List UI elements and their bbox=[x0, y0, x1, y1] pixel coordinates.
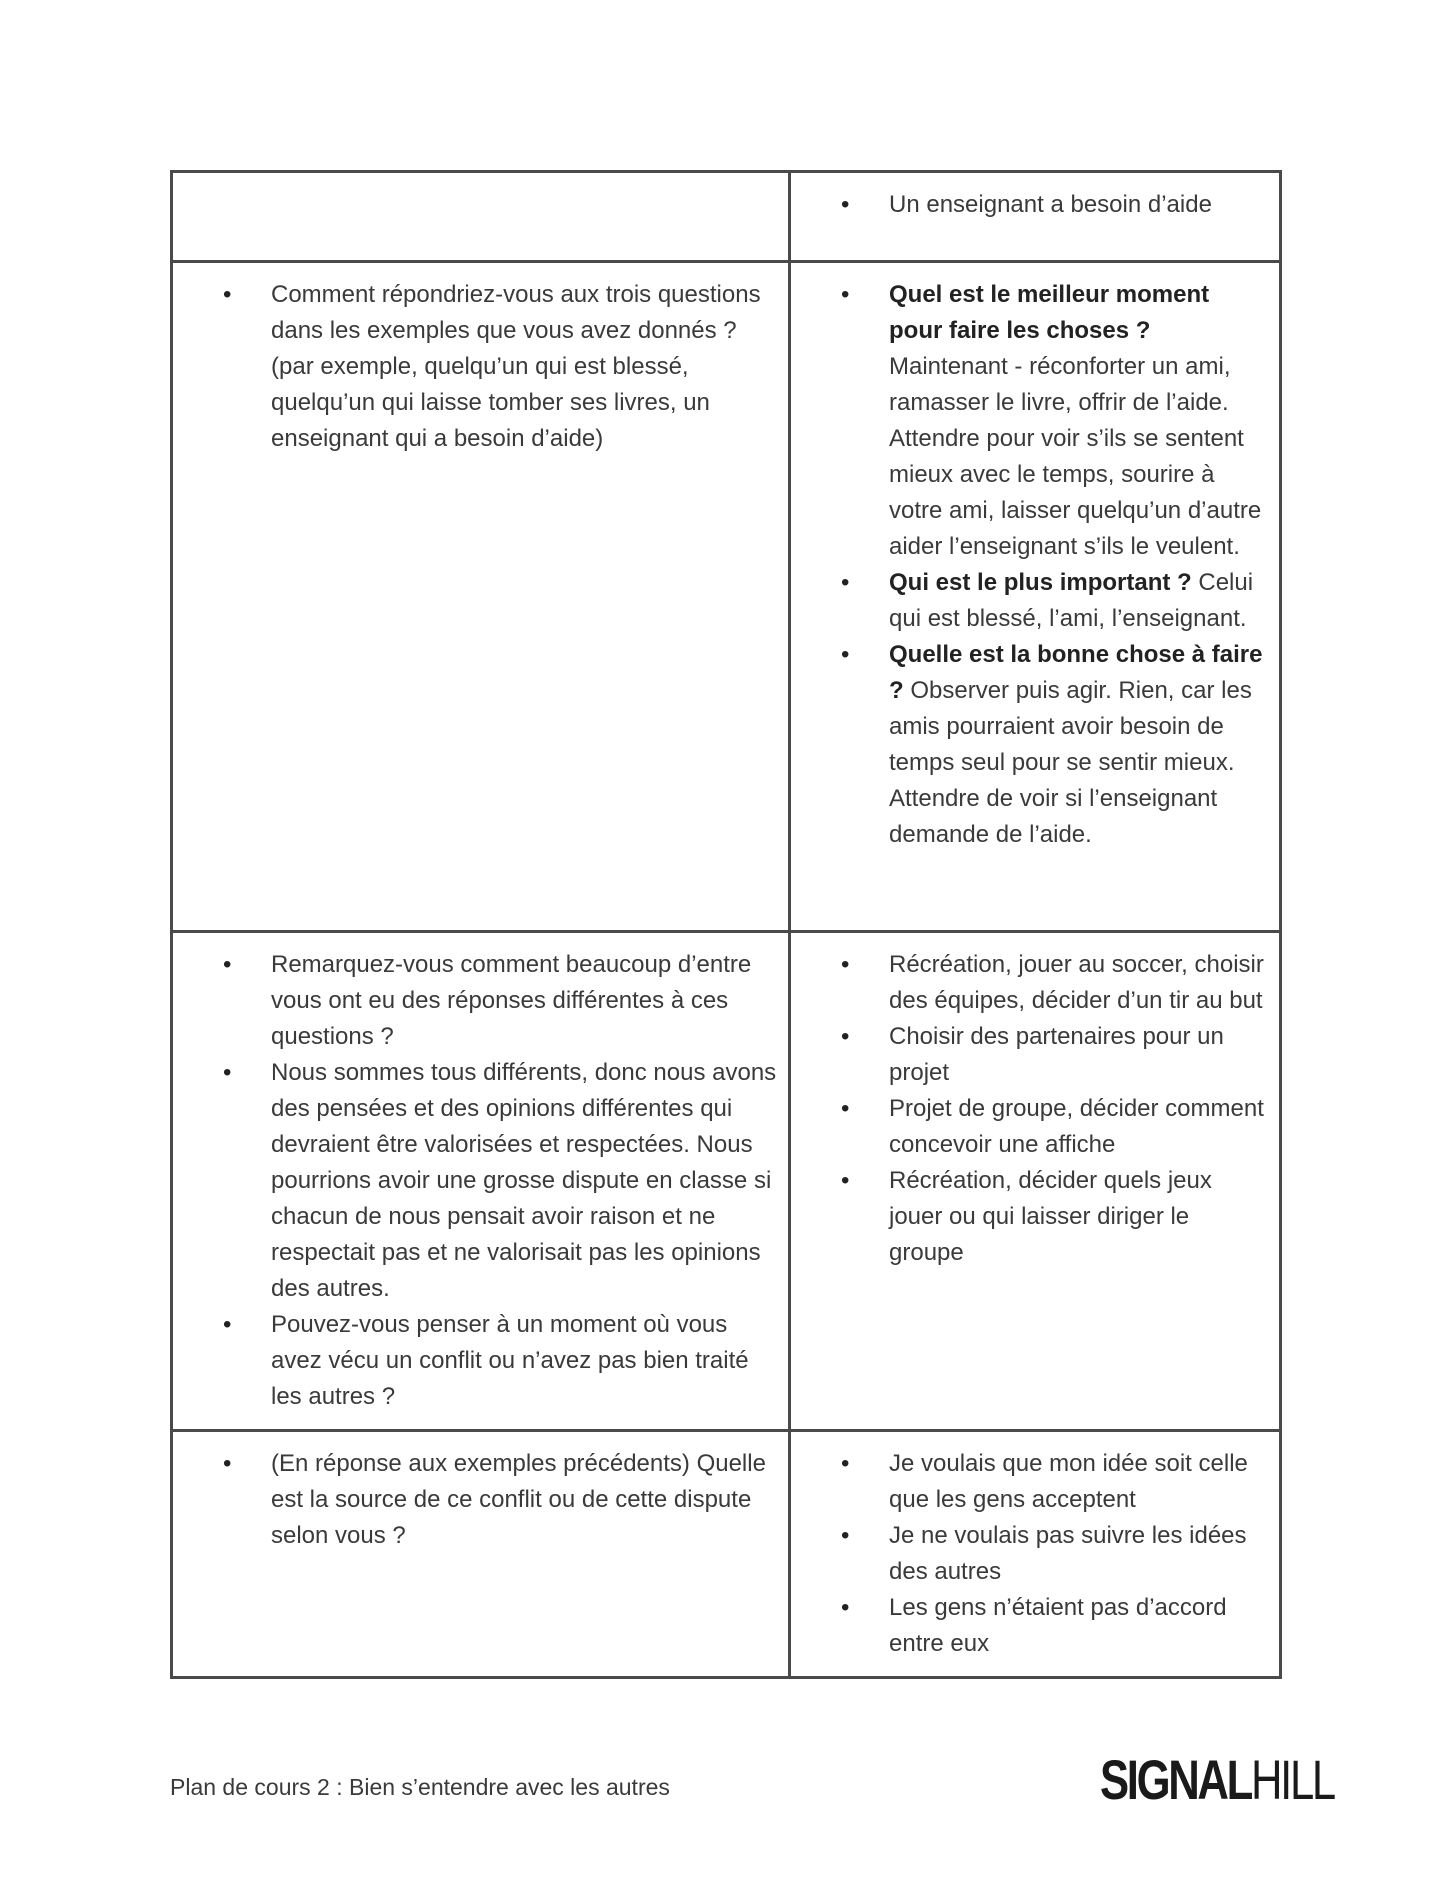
table-row bbox=[172, 1431, 1281, 1678]
question-heading: Qui est le plus important ? bbox=[889, 569, 1192, 596]
bullet-list bbox=[791, 187, 1269, 223]
bullet-list bbox=[791, 1446, 1269, 1662]
list-item-text: Choisir des partenaires pour un projet bbox=[889, 1023, 1224, 1086]
lesson-table-body bbox=[172, 172, 1281, 1678]
logo-thin-part: HILL bbox=[1250, 1748, 1334, 1811]
signal-hill-logo bbox=[1100, 1748, 1334, 1811]
list-item bbox=[271, 1307, 778, 1415]
question-heading: Quel est le meilleur moment pour faire les choses ? bbox=[889, 281, 1210, 344]
list-item-text: Comment répondriez-vous aux trois questions dans les exemples que vous avez donnés ? (par exemple, quelqu’un qui est blessé, quelqu’un qui laisse tomber ses livres, un enseignant qui a besoin d’aide) bbox=[271, 281, 761, 452]
list-item bbox=[889, 1163, 1269, 1271]
bullet-list bbox=[173, 1446, 778, 1554]
list-item-text: (En réponse aux exemples précédents) Quelle est la source de ce conflit ou de cette dispute selon vous ? bbox=[271, 1450, 766, 1549]
list-item bbox=[889, 1518, 1269, 1590]
table-cell-left bbox=[172, 1431, 790, 1678]
footer-lesson-label: Plan de cours 2 : Bien s’entendre avec les autres bbox=[170, 1774, 670, 1800]
list-item-text: Observer puis agir. Rien, car les amis pourraient avoir besoin de temps seul pour se sentir mieux. Attendre de voir si l’enseignant demande de l’aide. bbox=[889, 677, 1252, 848]
list-item-text: Maintenant - réconforter un ami, ramasser le livre, offrir de l’aide. Attendre pour voir s’ils se sentent mieux avec le temps, sourire à votre ami, laisser quelqu’un d’autre aider l’enseignant s’ils le veulent. bbox=[889, 353, 1262, 560]
list-item-text: Je voulais que mon idée soit celle que les gens acceptent bbox=[889, 1450, 1248, 1513]
table-cell-right bbox=[790, 932, 1281, 1431]
list-item bbox=[889, 277, 1269, 565]
list-item bbox=[889, 1590, 1269, 1662]
table-row bbox=[172, 172, 1281, 262]
list-item bbox=[271, 1446, 778, 1554]
list-item-text: Récréation, jouer au soccer, choisir des équipes, décider d’un tir au but bbox=[889, 951, 1264, 1014]
list-item-text: Remarquez-vous comment beaucoup d’entre vous ont eu des réponses différentes à ces questions ? bbox=[271, 951, 752, 1050]
list-item-text: Un enseignant a besoin d’aide bbox=[889, 191, 1212, 218]
list-item bbox=[271, 947, 778, 1055]
table-cell-right bbox=[790, 262, 1281, 932]
list-item bbox=[271, 277, 778, 457]
table-cell-left bbox=[172, 932, 790, 1431]
list-item-text: Récréation, décider quels jeux jouer ou qui laisser diriger le groupe bbox=[889, 1167, 1212, 1266]
logo-bold-part: SIGNAL bbox=[1100, 1748, 1251, 1811]
list-item bbox=[889, 1446, 1269, 1518]
list-item bbox=[889, 1091, 1269, 1163]
table-cell-right bbox=[790, 172, 1281, 262]
list-item-text: Je ne voulais pas suivre les idées des autres bbox=[889, 1522, 1247, 1585]
bullet-list bbox=[791, 277, 1269, 853]
list-item bbox=[889, 1019, 1269, 1091]
list-item bbox=[889, 637, 1269, 853]
table-row bbox=[172, 932, 1281, 1431]
list-item-text: Celui qui est blessé, l’ami, l’enseignant. bbox=[889, 569, 1254, 632]
list-item bbox=[889, 565, 1269, 637]
table-cell-left bbox=[172, 172, 790, 262]
list-item-text: Les gens n’étaient pas d’accord entre eux bbox=[889, 1594, 1227, 1657]
question-heading: Quelle est la bonne chose à faire ? bbox=[889, 641, 1263, 704]
list-item bbox=[889, 187, 1269, 223]
bullet-list bbox=[791, 947, 1269, 1271]
list-item bbox=[271, 1055, 778, 1307]
list-item-text: Projet de groupe, décider comment concevoir une affiche bbox=[889, 1095, 1264, 1158]
list-item bbox=[889, 947, 1269, 1019]
bullet-list bbox=[173, 277, 778, 457]
list-item-text: Pouvez-vous penser à un moment où vous avez vécu un conflit ou n’avez pas bien traité les autres ? bbox=[271, 1311, 749, 1410]
lesson-table bbox=[170, 170, 1282, 1679]
table-cell-left bbox=[172, 262, 790, 932]
table-cell-right bbox=[790, 1431, 1281, 1678]
bullet-list bbox=[173, 947, 778, 1415]
list-item-text: Nous sommes tous différents, donc nous avons des pensées et des opinions différentes qui devraient être valorisées et respectées. Nous pourrions avoir une grosse dispute en classe si chacun de nous pensait avoir raison et ne respectait pas et ne valorisait pas les opinions des autres. bbox=[271, 1059, 777, 1302]
table-row bbox=[172, 262, 1281, 932]
